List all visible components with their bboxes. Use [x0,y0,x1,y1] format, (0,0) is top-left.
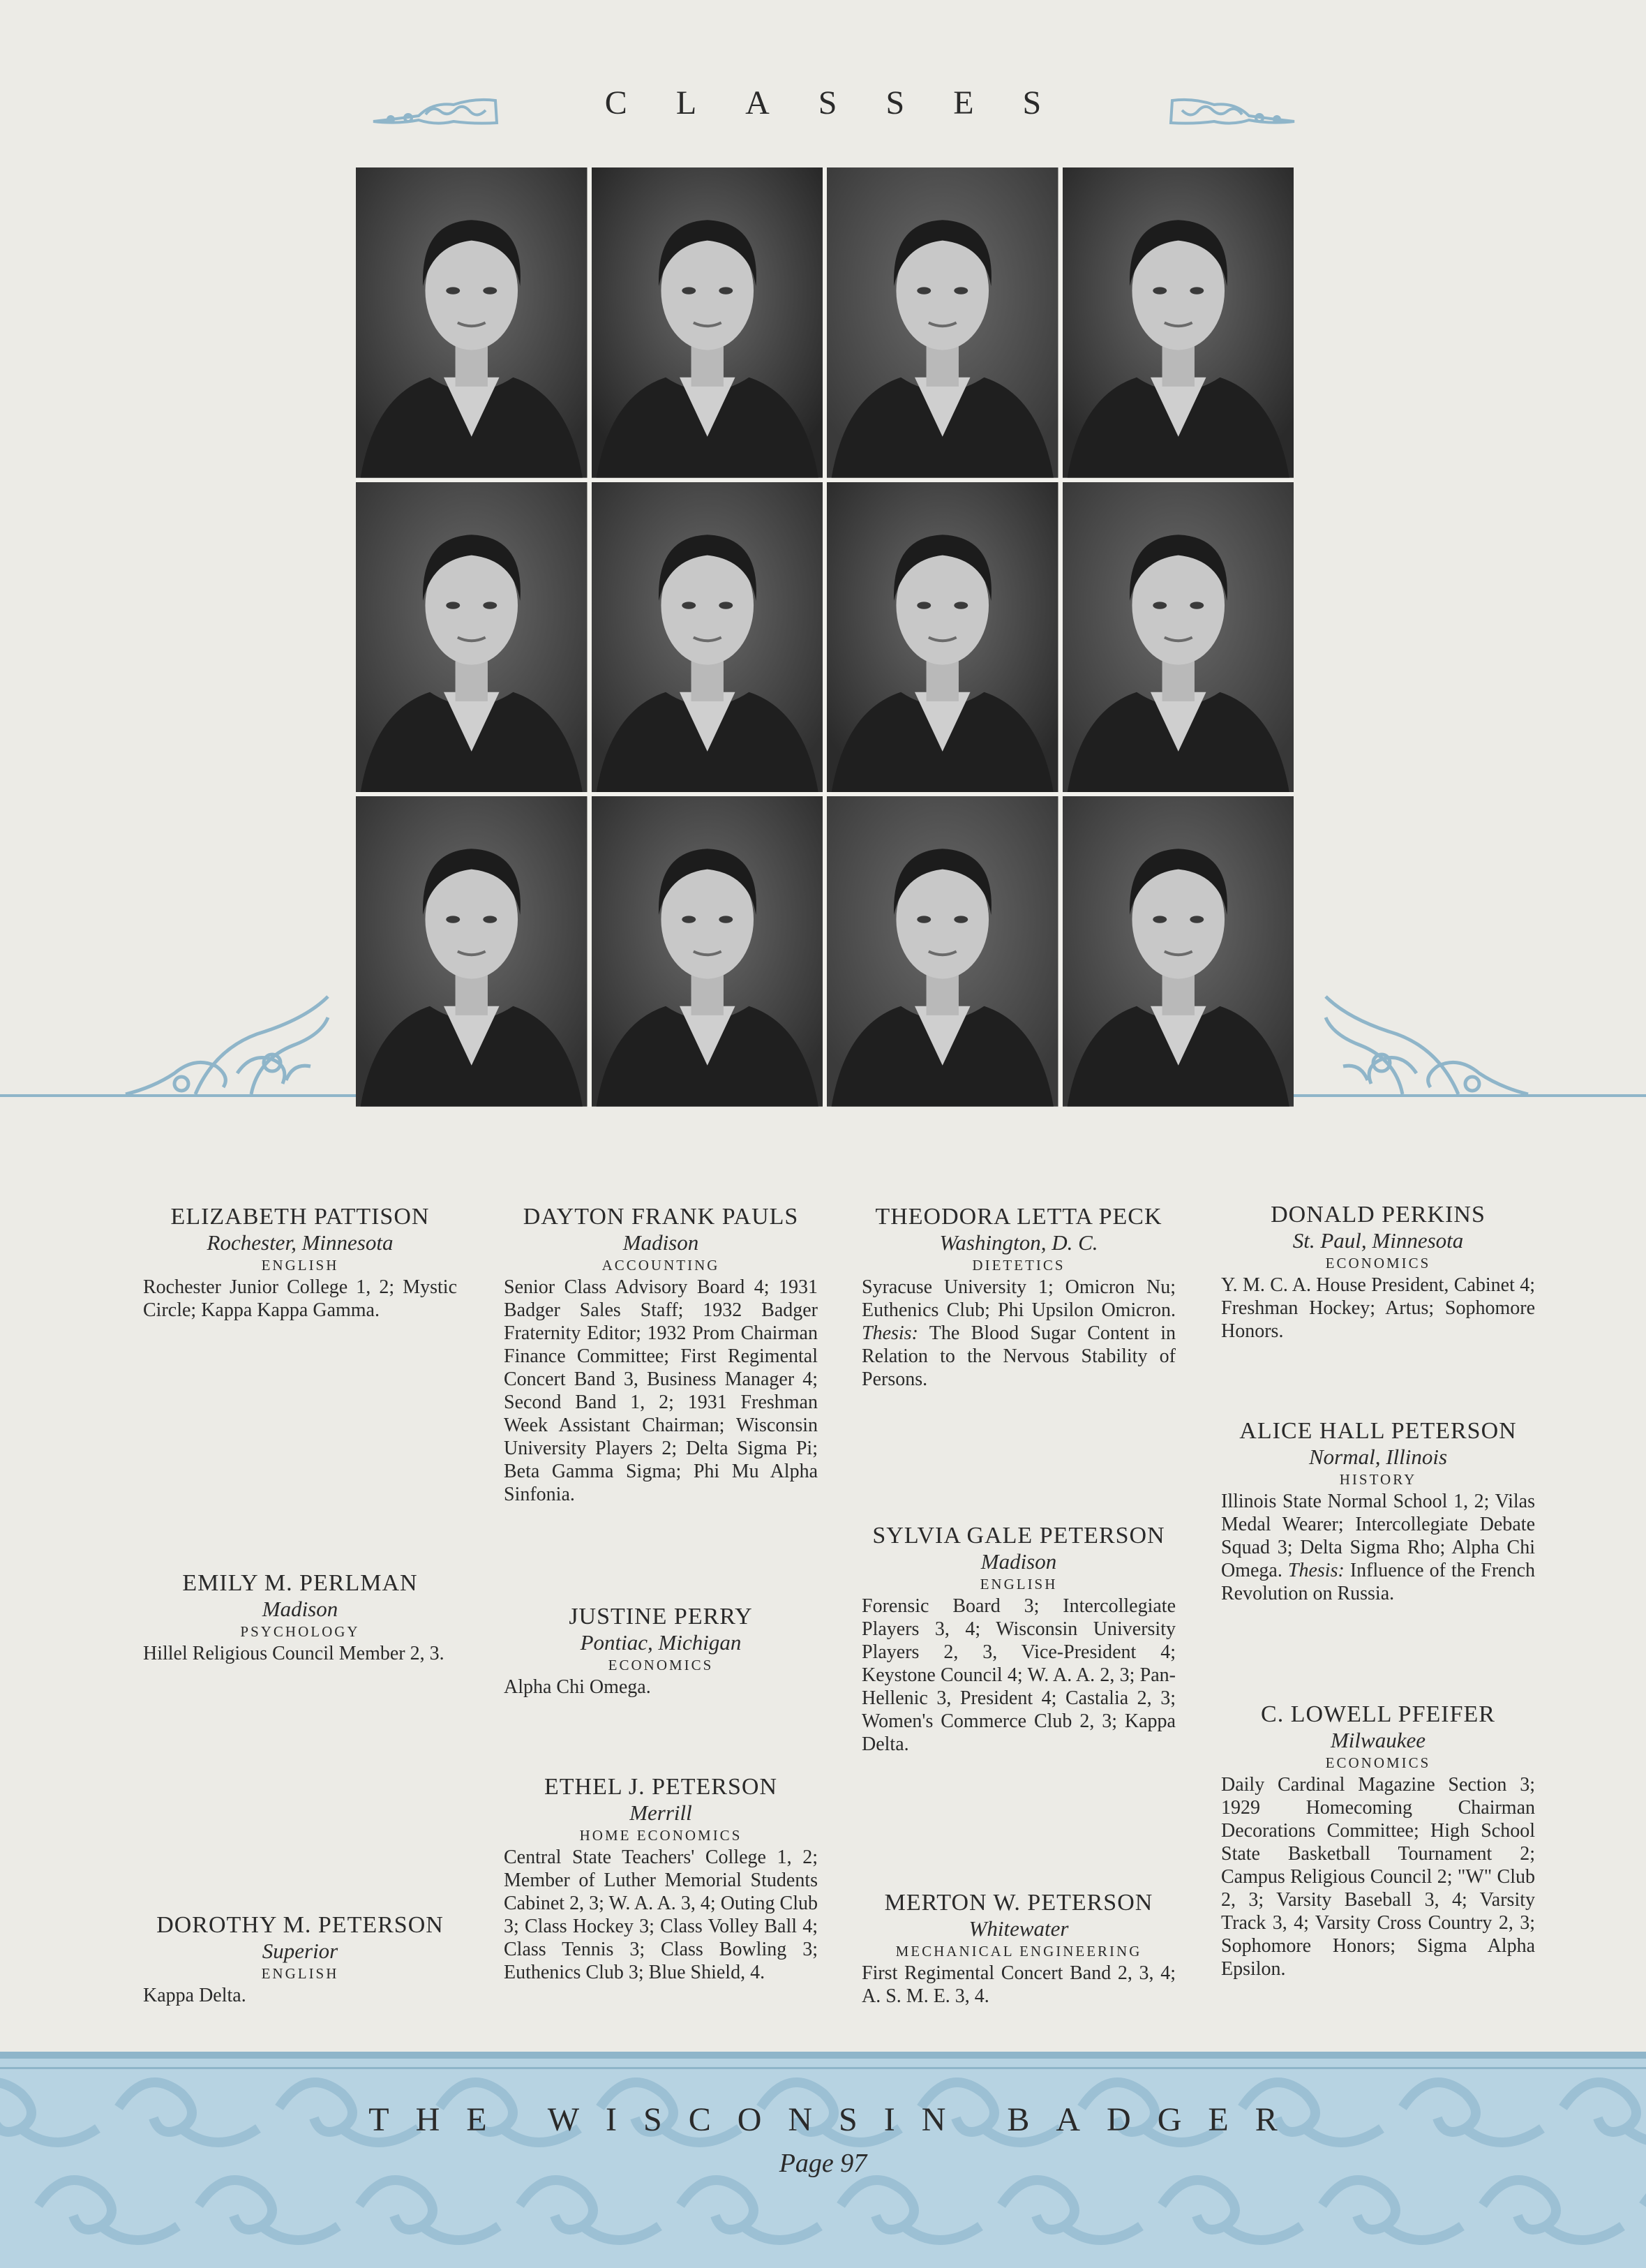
bio-sylvia-gale-peterson [862,1523,1176,1756]
portrait-image-icon [827,482,1058,793]
bio-department: ENGLISH [261,1965,339,1982]
bio-dayton-frank-pauls [504,1204,818,1506]
bio-justine-perry [504,1604,818,1699]
bio-name: DONALD PERKINS [1271,1202,1486,1228]
bio-name: C. LOWELL PFEIFER [1261,1701,1495,1727]
bio-department: ENGLISH [980,1576,1058,1592]
bio-name: THEODORA LETTA PECK [875,1204,1162,1230]
bio-activities-text: Illinois State Normal School 1, 2; Vilas Medal Wearer; Intercollegiate Debate Squad 3; Delta Sigma Rho; Alpha Chi Omega. [1221,1491,1535,1581]
bio-elizabeth-pattison [143,1204,457,1322]
bio-donald-perkins [1221,1202,1535,1343]
portrait-image-icon [356,482,588,793]
bio-name: DAYTON FRANK PAULS [523,1204,799,1230]
page-number: Page 97 [779,2149,867,2178]
bio-theodora-letta-peck [862,1204,1176,1391]
portrait-dayton-frank-pauls [592,167,823,478]
bio-hometown: Merrill [629,1800,692,1825]
bio-department: HOME ECONOMICS [579,1827,742,1844]
page-header-title: CLASSES [604,84,1091,121]
bio-activities: First Regimental Concert Band 2, 3, 4; A. S. M. E. 3, 4. [862,1962,1176,2007]
bio-name: JUSTINE PERRY [569,1604,753,1629]
bio-hometown: Normal, Illinois [1308,1445,1448,1469]
bio-department: DIETETICS [972,1257,1065,1274]
bio-name: ELIZABETH PATTISON [170,1204,430,1230]
bio-merton-w-peterson [862,1890,1176,2008]
bio-hometown: Milwaukee [1330,1728,1426,1752]
bio-dorothy-m-peterson [143,1912,457,2007]
bio-ethel-j-peterson [504,1774,818,1984]
portrait-dorothy-m-peterson [356,796,588,1107]
bio-activities-text: Syracuse University 1; Omicron Nu; Euthenics Club; Phi Upsilon Omicron. [862,1276,1176,1321]
bio-name: DOROTHY M. PETERSON [156,1912,444,1938]
portrait-image-icon [356,796,588,1107]
portrait-image-icon [827,796,1058,1107]
bio-c-lowell-pfeifer [1221,1701,1535,1980]
portrait-alice-hall-peterson [1063,482,1294,793]
bio-department: MECHANICAL ENGINEERING [895,1943,1142,1960]
bio-department: ECONOMICS [608,1657,714,1673]
bio-hometown: Pontiac, Michigan [580,1630,742,1655]
bio-emily-m-perlman [143,1570,457,1665]
portrait-image-icon [592,796,823,1107]
bio-department: HISTORY [1339,1471,1417,1488]
bio-hometown: Whitewater [968,1916,1069,1941]
bio-activities [862,1276,1176,1391]
bio-hometown: Superior [262,1939,338,1963]
bio-name: ALICE HALL PETERSON [1239,1418,1517,1444]
bio-hometown: Washington, D. C. [939,1230,1098,1255]
bio-thesis: The Blood Sugar Content in Relation to the Nervous Stability of Persons. [862,1322,1176,1390]
portrait-ethel-j-peterson [827,482,1058,793]
bio-department: ACCOUNTING [601,1257,720,1274]
portrait-image-icon [1063,167,1294,478]
header-ornament-right-icon [1165,95,1298,127]
bio-alice-hall-peterson [1221,1418,1535,1605]
flourish-right-icon [1312,990,1542,1101]
bio-activities: Kappa Delta. [143,1985,246,2006]
portrait-donald-perkins [1063,167,1294,478]
header-ornament-left-icon [370,95,502,127]
bio-hometown: Madison [262,1597,338,1621]
bio-thesis: Influence of the French Revolution on Russia. [1221,1560,1535,1604]
footer-title: THE WISCONSIN BADGER [368,2101,1304,2138]
portrait-emily-m-perlman [356,482,588,793]
portrait-sylvia-gale-peterson [592,796,823,1107]
bio-name: ETHEL J. PETERSON [544,1774,777,1800]
portrait-grid [356,167,1294,1107]
portrait-image-icon [592,167,823,478]
portrait-image-icon [827,167,1058,478]
bio-department: PSYCHOLOGY [240,1623,360,1640]
bio-hometown: Madison [980,1549,1057,1574]
bio-activities: Rochester Junior College 1, 2; Mystic Circle; Kappa Kappa Gamma. [143,1276,457,1321]
portrait-image-icon [592,482,823,793]
bio-department: ENGLISH [261,1257,339,1274]
bio-hometown: Madison [622,1230,699,1255]
portrait-image-icon [1063,482,1294,793]
portrait-image-icon [356,167,588,478]
portrait-c-lowell-pfeifer [1063,796,1294,1107]
bio-activities: Forensic Board 3; Intercollegiate Players 3, 4; Wisconsin University Players 2, 3, Vice-President 4; Keystone Council 4; W. A. A. 2, 3; Pan-Hellenic 3, President 4; Castalia 2, 3; Women's Commerce Club 2, 3; Kappa Delta. [862,1595,1176,1755]
bio-activities [1221,1490,1535,1605]
bio-hometown: St. Paul, Minnesota [1292,1228,1464,1253]
bio-activities: Central State Teachers' College 1, 2; Member of Luther Memorial Students Cabinet 2, 3; W. A. A. 3, 4; Outing Club 3; Class Hockey 3; Class Volley Ball 4; Class Tennis 3; Class Bowling 3; Euthenics Club 3; Blue Shield, 4. [504,1847,818,1983]
portrait-theodora-letta-peck [827,167,1058,478]
bio-hometown: Rochester, Minnesota [207,1230,394,1255]
bio-thesis-label: Thesis: [862,1322,918,1344]
bio-name: EMILY M. PERLMAN [182,1570,418,1596]
flourish-left-icon [112,990,342,1101]
bio-thesis-label: Thesis: [1287,1560,1345,1581]
bio-activities: Senior Class Advisory Board 4; 1931 Badger Sales Staff; 1932 Badger Fraternity Editor; 1932 Prom Chairman Finance Committee; First Regimental Concert Band 3, Business Manager 4; Second Band 1, 2; 1931 Freshman Week Assistant Chairman; Wisconsin University Players 2; Delta Sigma Pi; Beta Gamma Sigma; Phi Mu Alpha Sinfonia. [504,1276,818,1505]
bio-activities: Y. M. C. A. House President, Cabinet 4; Freshman Hockey; Artus; Sophomore Honors. [1221,1274,1535,1342]
bio-activities: Daily Cardinal Magazine Section 3; 1929 Homecoming Chairman Decorations Committee; High School State Basketball Tournament 2; Campus Religious Council 2; "W" Club 2, 3; Varsity Baseball 3, 4; Varsity Track 3, 4; Varsity Cross Country 2, 3; Sophomore Honors; Sigma Alpha Epsilon. [1221,1774,1535,1980]
bio-activities: Alpha Chi Omega. [504,1676,651,1698]
bio-department: ECONOMICS [1325,1754,1431,1771]
portrait-elizabeth-pattison [356,167,588,478]
bio-name: SYLVIA GALE PETERSON [872,1523,1165,1549]
bio-name: MERTON W. PETERSON [884,1890,1153,1916]
portrait-merton-w-peterson [827,796,1058,1107]
bio-department: ECONOMICS [1325,1255,1431,1271]
portrait-justine-perry [592,482,823,793]
bio-activities: Hillel Religious Council Member 2, 3. [143,1643,444,1664]
portrait-image-icon [1063,796,1294,1107]
